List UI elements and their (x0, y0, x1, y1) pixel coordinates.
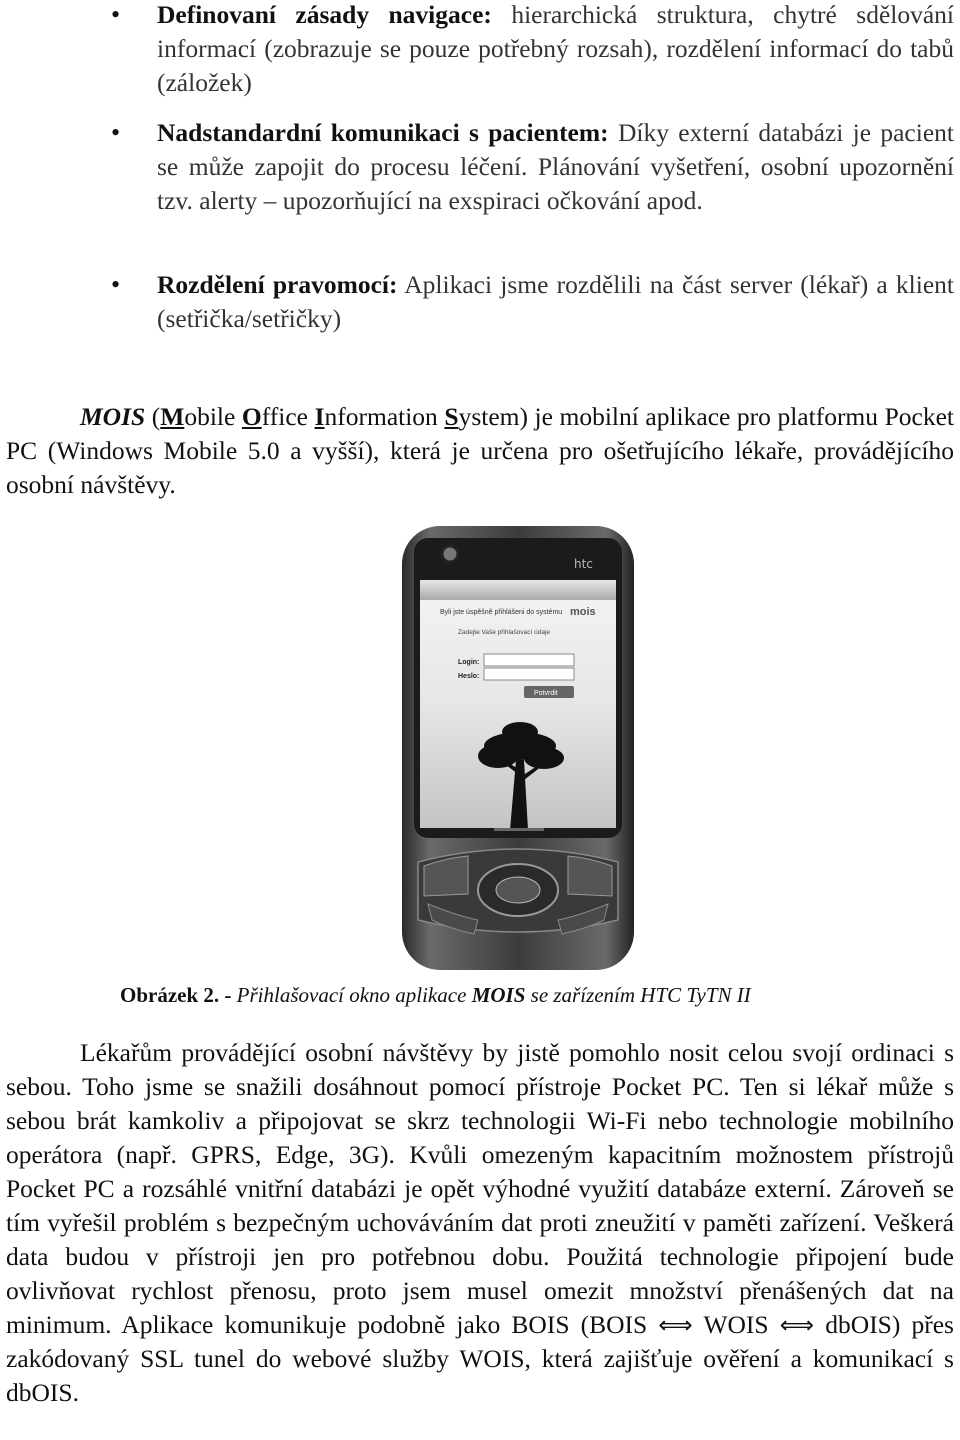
screen-logo: mois (570, 606, 596, 618)
caption-mois: MOIS (471, 983, 526, 1007)
acronym-s: S (444, 402, 459, 431)
body-text-2: WOIS (692, 1310, 780, 1339)
acronym-o-rest: ffice (261, 402, 315, 431)
bullet-dot-icon: • (111, 0, 121, 29)
intro-open: ( (145, 402, 161, 431)
bullet-text: hierarchická struktura, chytré sdělování informací (zobrazuje se pouze potřebný rozsah), rozdělení informací do tabů (záložek) (157, 0, 954, 97)
acronym-m-rest: obile (184, 402, 242, 431)
body-text-1: Lékařům provádějící osobní návštěvy by jistě pomohlo nosit celou svojí ordinaci s sebou. Toho jsme se snažili dosáhnout pomocí přístroje Pocket PC. Ten si lékař může s sebou brát kamkoliv a připojovat se skrz technologii Wi-Fi nebo technologie mobilního operátora (např. GPRS, Edge, 3G). Kvůli omezeným kapacitním možnostem přístrojů Pocket PC a rozsáhlé vnitřní databázi je opět výhodné využití databáze externí. Zároveň se tím vyřešil problém s bezpečným uchováváním dat proti zneužití v paměti zařízení. Veškerá data budou v přístroji jen pro potřebnou dobu. Použitá technologie připojení bude ovlivňovat rychlost přenosu, proto jsem musel omezit množství přenášených dat na minimum. Aplikace komunikuje podobně jako BOIS (BOIS (6, 1038, 954, 1339)
brand-logo: htc (574, 557, 593, 571)
caption-text-2: se zařízením HTC TyTN II (525, 983, 751, 1007)
figure-caption (120, 980, 751, 1010)
acronym-i-rest: nformation (324, 402, 445, 431)
password-field (484, 668, 574, 680)
double-arrow-icon: ⟺ (779, 1311, 815, 1339)
caption-label: Obrázek 2. - (120, 983, 232, 1007)
login-field (484, 654, 574, 666)
bullet-dot-icon: • (111, 118, 121, 147)
bullet-lead: Definovaní zásady navigace: (157, 0, 492, 29)
bullet-communication (111, 116, 954, 218)
intro-rest: je mobilní aplikace pro platformu Pocket PC (Windows Mobile 5.0 a vyšší), která je určena pro ošetřujícího lékaře, provádějícího osobní návštěvy. (6, 402, 954, 499)
nav-center (496, 877, 540, 903)
screen-title: Byli jste úspěšně přihlášeni do systému (440, 609, 563, 616)
body-paragraph (6, 1036, 954, 1410)
acronym-o: O (241, 402, 262, 431)
bullet-lead: Rozdělení pravomocí: (157, 270, 398, 299)
bullet-text: Aplikaci jsme rozdělili na část server (lékař) a klient (setřička/setřičky) (157, 270, 954, 333)
mois-name: MOIS (80, 402, 146, 431)
body-text-3: dbOIS) přes zakódovaný SSL tunel do webové služby WOIS, která zajišťuje ověření a komunikací s dbOIS. (6, 1310, 954, 1407)
screen-subtitle: Zadejte Vaše přihlašovací údaje (458, 629, 551, 636)
acronym-i: I (314, 402, 325, 431)
camera-icon (442, 546, 458, 562)
confirm-label: Potvrdit (534, 690, 558, 697)
bullet-navigation (111, 0, 954, 100)
password-label: Heslo: (458, 673, 480, 680)
bullet-lead: Nadstandardní komunikaci s pacientem: (157, 118, 609, 147)
acronym-m: M (160, 402, 185, 431)
acronym-s-rest: ystem) (458, 402, 528, 431)
bullet-dot-icon: • (111, 270, 121, 299)
double-arrow-icon: ⟺ (658, 1311, 693, 1339)
login-label: Login: (458, 659, 480, 666)
caption-text: Přihlašovací okno aplikace (231, 983, 472, 1007)
bullet-permissions (111, 268, 954, 336)
bullet-text: Díky externí databázi je pacient se může zapojit do procesu léčení. Plánování vyšetření, osobní upozornění tzv. alerty – upozorňující na exspiraci očkování apod. (157, 118, 954, 215)
phone-image (398, 524, 638, 972)
intro-paragraph (6, 400, 954, 502)
